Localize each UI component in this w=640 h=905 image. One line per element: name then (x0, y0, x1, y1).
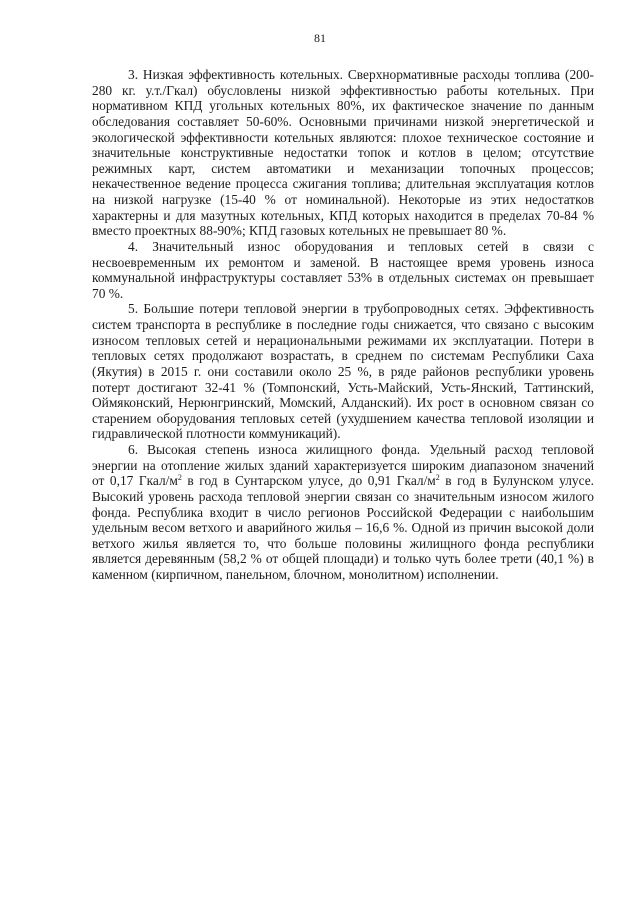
document-body (92, 67, 594, 583)
paragraph-heat-losses: 5. Большие потери тепловой энергии в трубопроводных сетях. Эффективность систем транспорта в республике в последние годы снижается, что связано с высоким износом тепловых сетей и нерациональными режимами их эксплуатации. Потери в тепловых сетях продолжают возрастать, в среднем по системам Республики Саха (Якутия) в 2015 г. они составили около 25 %, в ряде районов республики уровень потерт достигают 32-41 % (Томпонский, Усть-Майский, Усть-Янский, Таттинский, Оймяконский, Нерюнгринский, Момский, Алданский). Их рост в основном связан со старением оборудования тепловых сетей (ухудшением качества тепловой изоляции и гидравлической плотности коммуникаций). (92, 301, 594, 442)
paragraph-text-segment: в год в Сунтарском улусе, до 0,91 Гкал/м (181, 473, 436, 489)
paragraph-text-segment: 6. Высокая степень износа жилищного фонда. Удельный расход тепловой энергии на отопление жилых зданий характеризуется широким диапазоном значений от 0,17 Гкал/м (92, 442, 594, 489)
superscript-exponent: 2 (177, 473, 182, 483)
superscript-exponent: 2 (435, 473, 440, 483)
paragraph-housing-wear (92, 442, 594, 583)
paragraph-boiler-efficiency: 3. Низкая эффективность котельных. Сверхнормативные расходы топлива (200-280 кг. у.т./Гкал) обусловлены низкой эффективностью работы котельных. При нормативном КПД угольных котельных 80%, их фактическое значение по данным обследования составляет 50-60%. Основными причинами низкой энергетической и экологической эффективности котельных являются: плохое техническое состояние и значительные конструктивные недостатки топок и котлов в целом; отсутствие режимных карт, систем автоматики и механизации топочных процессов; некачественное ведение процесса сжигания топлива; длительная эксплуатация котлов на низкой нагрузке (15-40 % от номинальной). Некоторые из этих недостатков характерны и для мазутных котельных, КПД которых находится в пределах 70-84 % вместо проектных 88-90%; КПД газовых котельных не превышает 80 %. (92, 67, 594, 239)
paragraph-text-segment: в год в Булунском улусе. Высокий уровень расхода тепловой энергии связан со значительным износом жилого фонда. Республика входит в число регионов Российской Федерации с наибольшим удельным весом ветхого и аварийного жилья – 16,6 %. Одной из причин высокой доли ветхого жилья является то, что больше половины жилищного фонда республики является деревянным (58,2 % от общей площади) и только чуть более трети (40,1 %) в каменном (кирпичном, панельном, блочном, монолитном) исполнении. (92, 473, 594, 582)
paragraph-equipment-wear: 4. Значительный износ оборудования и тепловых сетей в связи с несвоевременным их ремонтом и заменой. В настоящее время уровень износа коммунальной инфраструктуры составляет 53% в отдельных системах он превышает 70 %. (92, 238, 594, 301)
page-number: 81 (314, 31, 326, 45)
